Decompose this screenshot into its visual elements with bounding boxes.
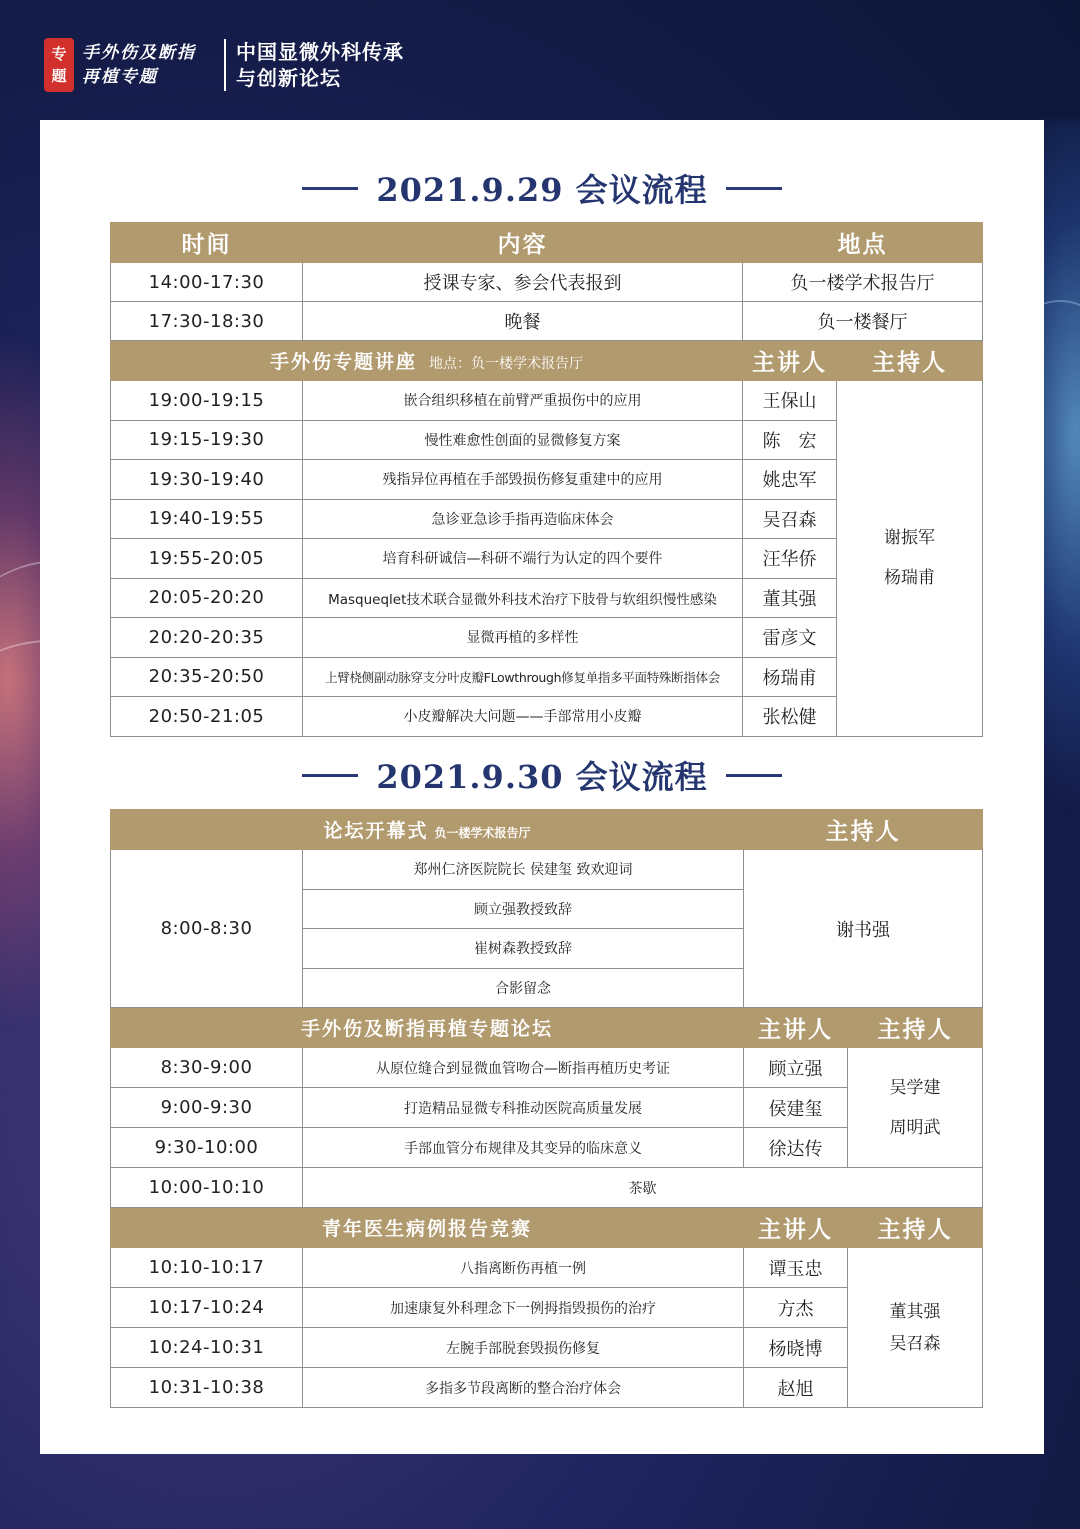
opening-item: 顾立强教授致辞 [303,889,744,929]
header-title-line2: 与创新论坛 [236,66,341,90]
talk-speaker: 方杰 [744,1288,848,1328]
talk-time: 20:20-20:35 [111,618,303,658]
col-head-host: 主持人 [744,810,983,850]
talk-time: 19:15-19:30 [111,420,303,460]
talk-topic: 多指多节段离断的整合治疗体会 [303,1368,744,1408]
opening-item: 合影留念 [303,968,744,1008]
table-row [111,1048,983,1088]
talk-time: 19:40-19:55 [111,499,303,539]
row-place: 负一楼学术报告厅 [743,263,983,302]
talk-time: 10:17-10:24 [111,1288,303,1328]
talk-speaker: 吴召森 [743,499,837,539]
opening-header [111,810,744,850]
col-head-speaker: 主讲人 [743,341,837,381]
talk-topic: 打造精品显微专科推动医院高质量发展 [303,1088,744,1128]
day2-title-text: 2021.9.30 会议流程 [376,758,708,796]
table-row [111,302,983,341]
row-place: 负一楼餐厅 [743,302,983,341]
table-row [111,1248,983,1288]
row-content: 晚餐 [303,302,743,341]
opening-time: 8:00-8:30 [111,850,303,1008]
talk-speaker: 杨瑞甫 [743,657,837,697]
talk-time: 10:10-10:17 [111,1248,303,1288]
talk-time: 20:35-20:50 [111,657,303,697]
talk-time: 20:50-21:05 [111,697,303,737]
talk-speaker: 董其强 [743,578,837,618]
talk-time: 10:31-10:38 [111,1368,303,1408]
col-head-content: 内容 [303,223,743,263]
session-title: 手外伤专题讲座 [269,351,417,373]
opening-item: 郑州仁济医院院长 侯建玺 致欢迎词 [303,850,744,890]
table-row [111,263,983,302]
talk-topic: 从原位缝合到显微血管吻合—断指再植历史考证 [303,1048,744,1088]
talk-time: 19:30-19:40 [111,460,303,500]
schedule-card [40,120,1044,1454]
header-title-line1: 中国显微外科传承 [236,40,404,64]
host-name: 董其强 [889,1301,941,1322]
talk-topic: Masqueqlet技术联合显微外科技术治疗下肢骨与软组织慢性感染 [303,578,743,618]
talk-speaker: 杨晓博 [744,1328,848,1368]
talk-topic: 显微再植的多样性 [303,618,743,658]
col-head-speaker: 主讲人 [744,1208,848,1248]
session-location: 地点：负一楼学术报告厅 [429,356,583,372]
opening-host: 谢书强 [744,850,983,1008]
badge-char-bottom: 题 [51,67,67,85]
talk-time: 19:00-19:15 [111,381,303,421]
header-divider [224,39,226,91]
col-head-host: 主持人 [848,1008,983,1048]
session-hosts [837,381,983,737]
talk-time: 9:00-9:30 [111,1088,303,1128]
row-time: 17:30-18:30 [111,302,303,341]
contest-header-row [111,1208,983,1248]
title-dash-right [726,187,782,190]
talk-time: 10:24-10:31 [111,1328,303,1368]
talk-speaker: 雷彦文 [743,618,837,658]
talk-topic: 加速康复外科理念下一例拇指毁损伤的治疗 [303,1288,744,1328]
badge-char-top: 专 [51,45,67,63]
talk-topic: 嵌合组织移植在前臂严重损伤中的应用 [303,381,743,421]
logo-line2: 再植专题 [82,67,158,87]
opening-item: 崔树森教授致辞 [303,929,744,969]
talk-time: 8:30-9:00 [111,1048,303,1088]
talk-topic: 小皮瓣解决大问题——手部常用小皮瓣 [303,697,743,737]
talk-speaker: 汪华侨 [743,539,837,579]
talk-speaker: 王保山 [743,381,837,421]
talk-topic: 八指离断伤再植一例 [303,1248,744,1288]
contest-title: 青年医生病例报告竞赛 [111,1208,744,1248]
day1-title-text: 2021.9.29 会议流程 [376,171,708,209]
talk-speaker: 张松健 [743,697,837,737]
col-head-host: 主持人 [848,1208,983,1248]
talk-speaker: 谭玉忠 [744,1248,848,1288]
logo-text [82,41,214,89]
talk-speaker: 陈 宏 [743,420,837,460]
host-name: 吴学建 [889,1077,941,1098]
day2-table [110,809,983,1408]
col-head-speaker: 主讲人 [744,1008,848,1048]
logo-badge [44,38,74,92]
talk-topic: 急诊亚急诊手指再造临床体会 [303,499,743,539]
host-name: 周明武 [889,1117,941,1138]
talk-topic: 左腕手部脱套毁损伤修复 [303,1328,744,1368]
session-header-row [111,341,983,381]
break-label: 茶歇 [303,1168,983,1208]
header [44,36,404,94]
day1-header-row [111,223,983,263]
day1-title [40,168,1044,208]
row-content: 授课专家、参会代表报到 [303,263,743,302]
talk-topic: 慢性难愈性创面的显微修复方案 [303,420,743,460]
host-name: 谢振军 [884,528,935,549]
day1-table [110,222,983,737]
forum-hosts [848,1048,983,1168]
talk-time: 20:05-20:20 [111,578,303,618]
day2-title [40,755,1044,795]
talk-speaker: 徐达传 [744,1128,848,1168]
talk-topic: 残指异位再植在手部毁损伤修复重建中的应用 [303,460,743,500]
logo-line1: 手外伤及断指 [82,43,196,63]
break-row [111,1168,983,1208]
talk-time: 19:55-20:05 [111,539,303,579]
title-dash-left [302,187,358,190]
title-dash-right [726,774,782,777]
row-time: 14:00-17:30 [111,263,303,302]
forum-header-row [111,1008,983,1048]
contest-hosts [848,1248,983,1408]
table-row [111,381,983,421]
host-name: 杨瑞甫 [884,568,935,589]
break-time: 10:00-10:10 [111,1168,303,1208]
table-row [111,850,983,890]
talk-speaker: 侯建玺 [744,1088,848,1128]
forum-title: 手外伤及断指再植专题论坛 [111,1008,744,1048]
col-head-host: 主持人 [837,341,983,381]
talk-speaker: 姚忠军 [743,460,837,500]
talk-speaker: 顾立强 [744,1048,848,1088]
talk-speaker: 赵旭 [744,1368,848,1408]
col-head-time: 时间 [111,223,303,263]
talk-topic: 手部血管分布规律及其变异的临床意义 [303,1128,744,1168]
talk-topic: 上臂桡侧副动脉穿支分叶皮瓣FLowthrough修复单指多平面特殊断指体会 [303,657,743,697]
opening-header-row [111,810,983,850]
talk-time: 9:30-10:00 [111,1128,303,1168]
talk-topic: 培育科研诚信—科研不端行为认定的四个要件 [303,539,743,579]
opening-title: 论坛开幕式 [323,820,429,842]
host-name: 吴召森 [889,1333,941,1354]
title-dash-left [302,774,358,777]
opening-location: 负一楼学术报告厅 [434,826,531,840]
session-header [111,341,743,381]
col-head-place: 地点 [743,223,983,263]
header-title [236,39,404,91]
